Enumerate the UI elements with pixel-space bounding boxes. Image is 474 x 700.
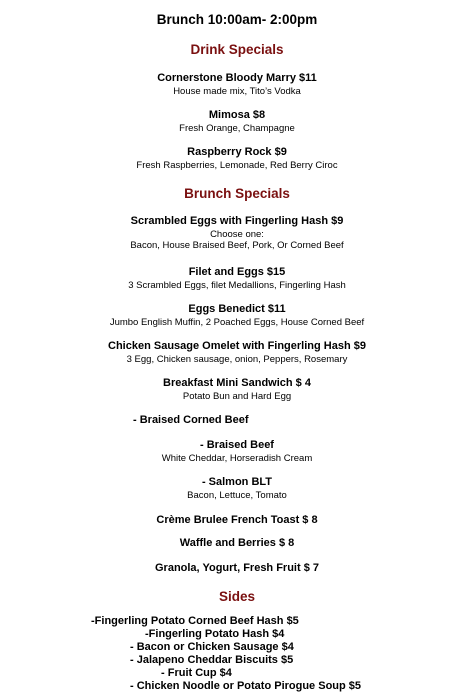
menu-item-name: Granola, Yogurt, Fresh Fruit $ 7 [154,562,319,574]
menu-item-description: Fresh Raspberries, Lemonade, Red Berry Ciroc [136,160,338,171]
menu-item-name: Raspberry Rock $9 [187,146,287,158]
menu-item-description: Potato Bun and Hard Egg [182,391,292,402]
menu-item-name: Scrambled Eggs with Fingerling Hash $9 [130,215,344,227]
side-item: -Fingerling Potato Hash $4 [145,628,285,640]
menu-item-description: 3 Egg, Chicken sausage, onion, Peppers, Rosemary [126,354,348,365]
brunch-specials-heading: Brunch Specials [184,186,290,201]
menu-item-description: Jumbo English Muffin, 2 Poached Eggs, House Corned Beef [109,317,365,328]
sandwich-option-name: - Braised Beef [200,439,274,451]
side-item: - Chicken Noodle or Potato Pirogue Soup $5 [130,680,362,692]
menu-item-name: Filet and Eggs $15 [188,266,286,278]
menu-item-options: Bacon, House Braised Beef, Pork, Or Corned Beef [130,240,344,251]
sandwich-option-name: - Salmon BLT [201,476,273,488]
drink-specials-heading: Drink Specials [190,42,284,57]
menu-item-name: Waffle and Berries $ 8 [179,537,295,549]
menu-item-choose-label: Choose one: [210,229,264,240]
menu-item-description: Fresh Orange, Champagne [179,123,295,134]
side-item: -Fingerling Potato Corned Beef Hash $5 [91,615,299,627]
side-item: - Fruit Cup $4 [161,667,232,679]
menu-item-name: Eggs Benedict $11 [188,303,286,315]
menu-item-name: Mimosa $8 [208,109,266,121]
sandwich-option-description: White Cheddar, Horseradish Cream [161,453,313,464]
menu-item-description: 3 Scrambled Eggs, filet Medallions, Fingerling Hash [128,280,346,291]
page-title: Brunch 10:00am- 2:00pm [156,12,318,27]
sides-heading: Sides [218,589,256,604]
sandwich-option-name: - Braised Corned Beef [133,414,249,426]
menu-item-description: House made mix, Tito’s Vodka [173,86,301,97]
menu-item-name: Crème Brulee French Toast $ 8 [156,514,318,526]
menu-item-name: Chicken Sausage Omelet with Fingerling Hash $9 [108,340,366,352]
menu-item-name: Breakfast Mini Sandwich $ 4 [163,377,311,389]
side-item: - Jalapeno Cheddar Biscuits $5 [130,654,294,666]
side-item: - Bacon or Chicken Sausage $4 [130,641,294,653]
sandwich-option-description: Bacon, Lettuce, Tomato [187,490,287,501]
menu-item-name: Cornerstone Bloody Marry $11 [157,72,317,84]
